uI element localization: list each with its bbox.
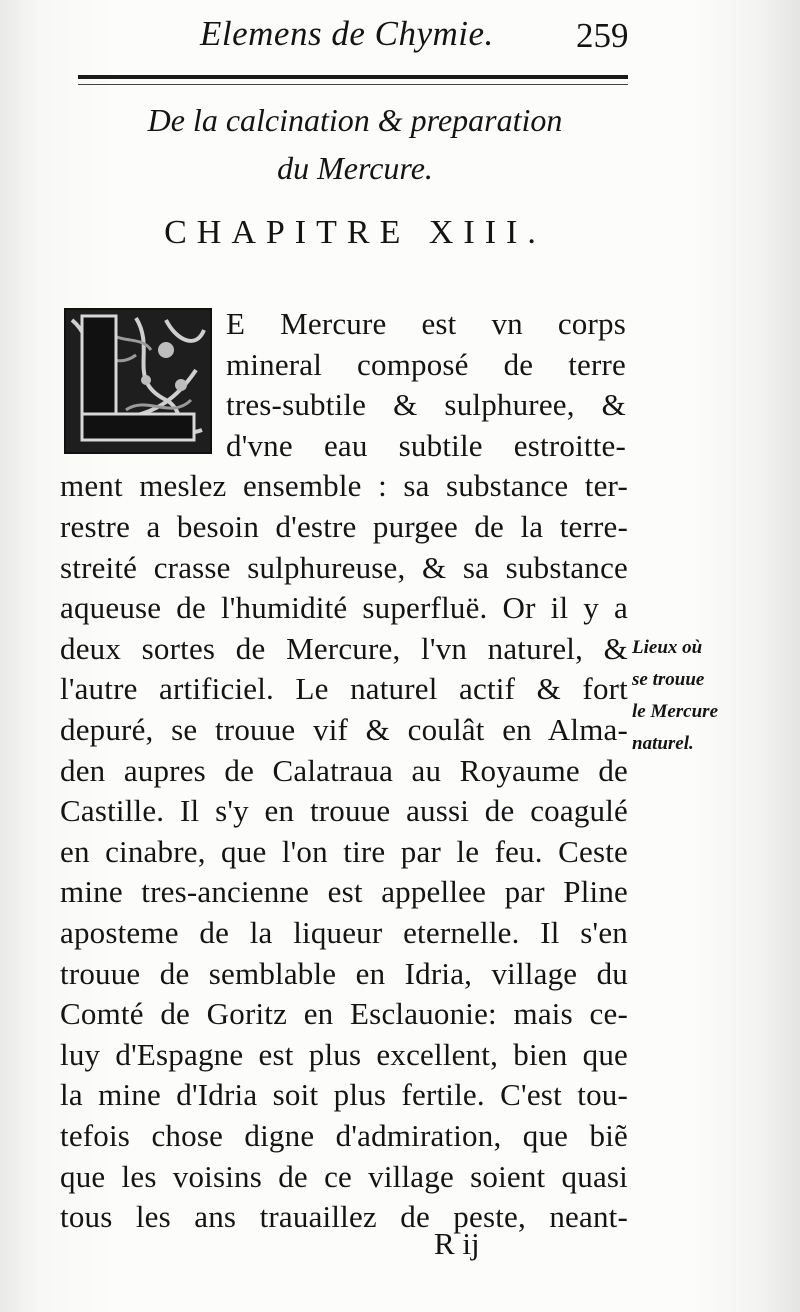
body-line: ment meslez ensemble : sa substance ter- [60, 468, 628, 504]
margin-note-line-4: naturel. [632, 733, 694, 754]
body-line: trouue de semblable en Idria, village du [60, 955, 628, 991]
header-rule-thin [78, 84, 628, 85]
ornamental-drop-cap [64, 308, 212, 454]
header-rule [78, 75, 628, 79]
body-line: luy d'Espagne est plus excellent, bien que [60, 1036, 628, 1072]
body-line: mineral composé de terre [226, 346, 626, 382]
page-number: 259 [576, 16, 629, 55]
body-line: que les voisins de ce village soient quasi [60, 1158, 628, 1194]
body-line: restre a besoin d'estre purgee de la terre- [60, 509, 628, 544]
body-line: deux sortes de Mercure, l'vn naturel, & [60, 630, 628, 666]
margin-note-line-1: Lieux où [632, 637, 703, 658]
signature-mark: R ij [434, 1226, 480, 1261]
body-line: d'vne eau subtile estroitte- [226, 427, 626, 463]
section-title-line-2: du Mercure. [277, 150, 433, 186]
body-line: Castille. Il s'y en trouue aussi de coagulé [60, 793, 628, 829]
body-line: den aupres de Calatraua au Royaume de [60, 752, 628, 788]
body-line: depuré, se trouue vif & coulât en Alma- [60, 712, 628, 747]
running-title: Elemens de Chymie. [200, 14, 494, 53]
body-line: aposteme de la liqueur eternelle. Il s'en [60, 915, 628, 950]
body-line: Comté de Goritz en Esclauonie: mais ce- [60, 996, 628, 1032]
body-line: streité crasse sulphureuse, & sa substance [60, 549, 628, 585]
body-line: en cinabre, que l'on tire par le feu. Ceste [60, 833, 628, 869]
body-line: tous les ans trauaillez de peste, neant- [60, 1199, 628, 1235]
body-line: aqueuse de l'humidité superfluë. Or il y a [60, 590, 628, 626]
body-line: la mine d'Idria soit plus fertile. C'est tou- [60, 1077, 628, 1113]
body-line: E Mercure est vn corps [226, 306, 626, 341]
margin-note-line-2: se trouue [632, 669, 705, 690]
body-line: l'autre artificiel. Le naturel actif & fort [60, 671, 628, 707]
chapter-heading: CHAPITRE XIII. [164, 214, 546, 251]
body-line: tres-subtile & sulphuree, & [226, 387, 626, 423]
section-title-line-1: De la calcination & preparation [147, 102, 563, 138]
page-header [0, 14, 800, 64]
margin-note-line-3: le Mercure [632, 701, 719, 722]
body-line: tefois chose digne d'admiration, que biẽ [60, 1118, 628, 1153]
body-line: mine tres-ancienne est appellee par Pline [60, 874, 628, 910]
